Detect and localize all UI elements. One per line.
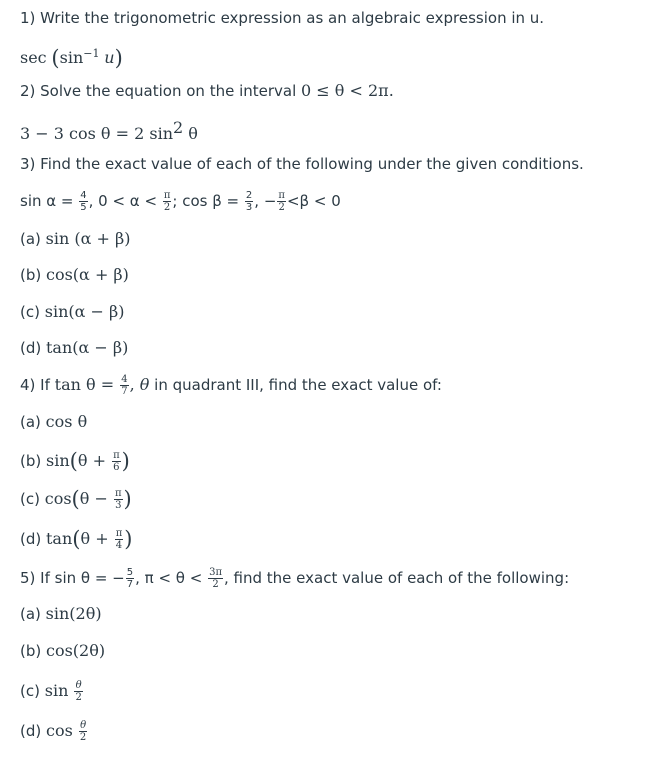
q4-part-c <box>20 488 132 511</box>
q4-cond-2: , <box>129 375 140 394</box>
q2-eq-sup: 2 <box>173 118 184 137</box>
q3-cond-5: <β < 0 <box>286 192 341 210</box>
q5-c-frac <box>74 680 82 703</box>
frac-num: 2 <box>245 190 253 201</box>
question-4-prompt <box>20 374 442 397</box>
q5-part-d <box>20 720 88 743</box>
part-label: (d) <box>20 530 46 548</box>
close-paren: ) <box>121 449 130 473</box>
q4-theta: θ <box>139 375 150 394</box>
q4-cond-1: tan θ = <box>54 375 120 394</box>
frac-den: 2 <box>79 732 87 743</box>
q5-part-a <box>20 604 102 624</box>
part-expr: cos(2θ) <box>46 641 106 660</box>
q3-frac-3 <box>245 190 253 213</box>
q5-d-frac <box>79 720 87 743</box>
q4-d-frac <box>115 528 124 551</box>
frac-num: 5 <box>126 567 134 578</box>
part-label: (b) <box>20 266 46 284</box>
frac-den: 2 <box>75 692 82 703</box>
part-expr: tan(α − β) <box>46 338 129 357</box>
part-label: (c) <box>20 682 45 700</box>
q3-cond-4: , − <box>254 192 277 210</box>
open-paren: ( <box>71 487 80 511</box>
expr-close-paren: ) <box>114 46 123 70</box>
q4-b-frac <box>112 450 121 473</box>
q2-eq-end: θ <box>183 124 198 143</box>
q5-part-b <box>20 641 105 661</box>
frac-den: 4 <box>115 540 123 551</box>
q4-part-b <box>20 450 130 473</box>
frac-num: 3π <box>209 567 223 578</box>
part-expr: sin(2θ) <box>45 604 102 623</box>
question-1-expression <box>20 44 123 68</box>
q4-frac <box>120 374 128 397</box>
part-expr: sin(α − β) <box>44 302 125 321</box>
part-fn: cos <box>46 721 78 740</box>
q4-prompt-post: in quadrant III, find the exact value of: <box>149 376 442 394</box>
question-2-equation <box>20 118 198 144</box>
q3-frac-2 <box>163 190 172 213</box>
q3-part-a <box>20 229 131 249</box>
expr-open-paren: ( <box>51 46 60 70</box>
q4-part-d <box>20 528 132 551</box>
q2-interval: 0 ≤ θ < 2π. <box>301 81 394 100</box>
frac-den: 7 <box>126 579 134 590</box>
close-paren: ) <box>123 487 132 511</box>
expr-fn: sec <box>20 48 47 67</box>
frac-den: 7 <box>121 386 128 397</box>
question-3-prompt: 3) Find the exact value of each of the following under the given conditions. <box>20 155 584 173</box>
expr-inner: sin <box>59 48 84 67</box>
frac-num: θ <box>75 680 82 691</box>
frac-num: π <box>115 528 123 539</box>
frac-den: 3 <box>245 202 253 213</box>
q5-part-c <box>20 680 84 703</box>
open-paren: ( <box>72 527 81 551</box>
frac-num: π <box>163 190 171 201</box>
part-label: (a) <box>20 413 46 431</box>
q5-prompt-post: , find the exact value of each of the following: <box>224 569 570 587</box>
frac-den: 6 <box>113 462 120 473</box>
q3-part-b <box>20 265 129 285</box>
part-fn: tan <box>46 529 73 548</box>
frac-num: π <box>113 450 120 461</box>
part-fn: sin <box>46 451 70 470</box>
part-label: (d) <box>20 722 46 740</box>
question-2-prompt <box>20 81 394 101</box>
q5-frac-2 <box>208 567 223 590</box>
question-1-prompt: 1) Write the trigonometric expression as an algebraic expression in u. <box>20 9 545 27</box>
q4-part-a <box>20 412 87 432</box>
part-inner: θ + <box>77 451 112 470</box>
q3-part-d <box>20 338 128 358</box>
close-paren: ) <box>124 527 133 551</box>
question-5-prompt <box>20 567 569 590</box>
part-label: (c) <box>20 303 45 321</box>
expr-var: u <box>104 48 115 67</box>
part-label: (d) <box>20 339 46 357</box>
q5-mid: , π < θ < <box>135 569 208 587</box>
part-expr: cos(α + β) <box>46 265 129 284</box>
q4-prompt-pre: 4) If <box>20 376 55 394</box>
expr-sup: −1 <box>83 47 100 60</box>
q2-equation: 3 − 3 cos θ = 2 sin <box>20 124 174 143</box>
frac-den: 3 <box>115 500 122 511</box>
part-inner: θ − <box>79 489 113 508</box>
frac-den: 2 <box>278 202 285 213</box>
part-fn: sin <box>44 681 74 700</box>
frac-num: θ <box>80 720 87 731</box>
part-label: (b) <box>20 452 46 470</box>
part-fn: cos <box>44 489 72 508</box>
part-expr: sin (α + β) <box>45 229 131 248</box>
q2-prompt-text: 2) Solve the equation on the interval <box>20 82 302 100</box>
part-label: (a) <box>20 605 46 623</box>
frac-num: π <box>114 488 122 499</box>
frac-den: 2 <box>163 202 171 213</box>
part-label: (a) <box>20 230 46 248</box>
open-paren: ( <box>69 449 78 473</box>
part-inner: θ + <box>80 529 114 548</box>
q3-cond-3: ; cos β = <box>172 192 244 210</box>
part-label: (c) <box>20 490 45 508</box>
q4-c-frac <box>114 488 123 511</box>
q5-frac-1 <box>126 567 134 590</box>
q3-part-c <box>20 302 124 322</box>
frac-den: 5 <box>80 202 87 213</box>
q3-cond-2: , 0 < α < <box>88 192 162 210</box>
q3-frac-4 <box>277 190 286 213</box>
question-3-conditions <box>20 190 341 213</box>
q3-cond-1: sin α = <box>20 192 79 210</box>
frac-den: 2 <box>212 579 219 590</box>
frac-num: 4 <box>80 190 87 201</box>
q3-frac-1 <box>79 190 87 213</box>
frac-num: π <box>278 190 285 201</box>
frac-num: 4 <box>121 374 128 385</box>
q5-prompt-pre: 5) If sin θ = − <box>20 569 125 587</box>
part-expr: cos θ <box>45 412 88 431</box>
part-label: (b) <box>20 642 46 660</box>
